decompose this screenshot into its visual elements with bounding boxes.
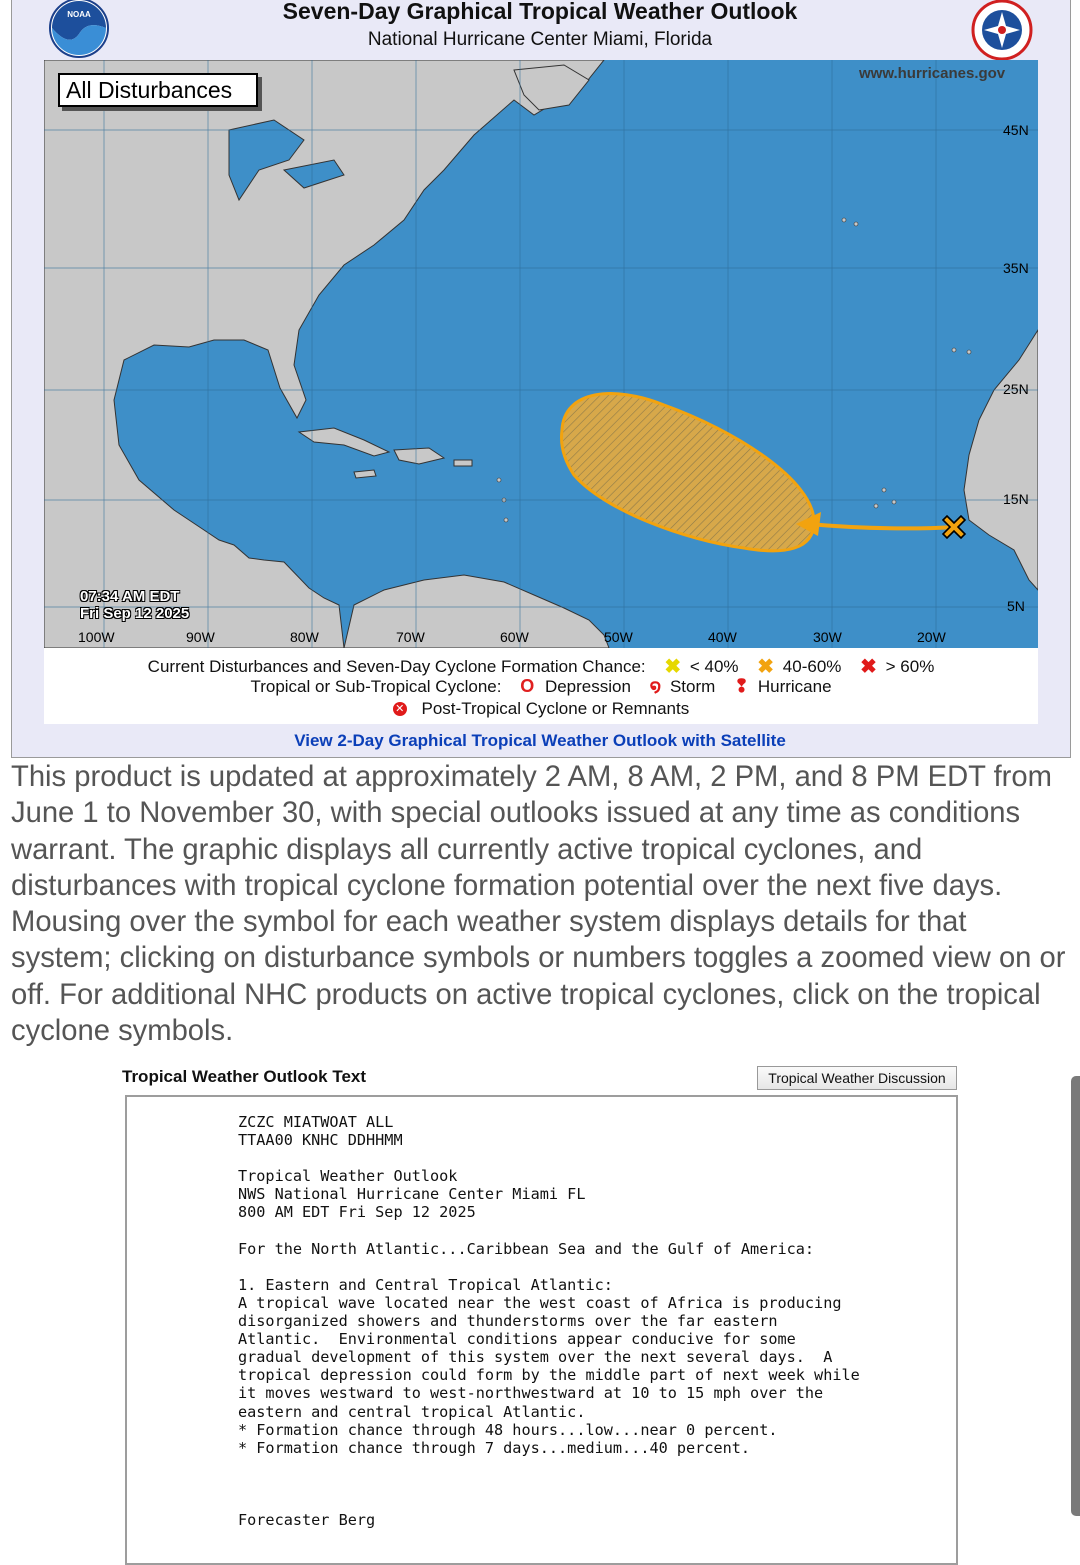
lon-label: 70W <box>396 629 425 645</box>
lat-label: 15N <box>1003 491 1029 507</box>
outlook-area <box>562 394 815 551</box>
product-description: This product is updated at approximately 2 AM, 8 AM, 2 PM, and 8 PM EDT from June 1 to November 30, with special outlooks issued at any time as conditions warrant. The graphic displays all currently active tropical cyclones, and disturbances with tropical cyclone formation potential over the next five days. Mousing over the symbol for each weather system displays details for that system; clicking on disturbance symbols or numbers toggles a zoomed view on or off. For additional NHC products on active tropical cyclones, click on the tropical cyclone symbols. <box>11 761 1066 1048</box>
lat-label: 45N <box>1003 122 1029 138</box>
jamaica-land <box>354 470 376 478</box>
map-timestamp <box>80 588 189 622</box>
map-legend <box>44 648 1038 724</box>
legend-post-tropical: Post-Tropical Cyclone or Remnants <box>421 698 690 718</box>
legend-cyclone-label: Tropical or Sub-Tropical Cyclone: <box>250 676 502 696</box>
map-canvas <box>44 60 1038 648</box>
lon-label: 30W <box>813 629 842 645</box>
legend-medium: 40-60% <box>782 656 842 676</box>
outlook-text-body: ZCZC MIATWOAT ALL TTAA00 KNHC DDHHMM Tropical Weather Outlook NWS National Hurricane Center Miami FL 800 AM EDT Fri Sep 12 2025 For the North Atlantic...Caribbean Sea and the Gulf of America: 1. Eastern and Central Tropical Atlantic: A tropical wave located near the west coast of Africa is producing disorganized showers and thunderstorms over the far eastern Atlantic. Environmental conditions appear conducive for some gradual development of this system over the next several days. A tropical depression could form by the middle part of next week while it moves westward to west-northwestward at 10 to 15 mph over the eastern and central tropical Atlantic. * Formation chance through 48 hours...low...near 0 percent. * Formation chance through 7 days...medium...40 percent. Forecaster Berg <box>238 1113 860 1530</box>
legend-high: > 60% <box>885 656 935 676</box>
orange-x-icon: ✖ <box>757 656 775 678</box>
red-x-icon: ✖ <box>860 656 877 678</box>
south-america-land <box>344 575 609 648</box>
legend-low: < 40% <box>689 656 739 676</box>
lon-label: 90W <box>186 629 215 645</box>
svg-text:NOAA: NOAA <box>67 10 91 19</box>
storm-icon: ໑ <box>649 676 662 697</box>
page-subtitle: National Hurricane Center Miami, Florida <box>367 29 713 50</box>
view-label: All Disturbances <box>66 77 233 103</box>
view-label-box <box>58 73 258 107</box>
page-scrollbar[interactable] <box>1071 1076 1080 1516</box>
legend-row-cyclone <box>44 676 1038 697</box>
legend-hurricane: Hurricane <box>757 676 832 696</box>
legend-depression: Depression <box>544 676 631 696</box>
cuba-land <box>299 428 389 456</box>
yellow-x-icon: ✖ <box>664 656 682 678</box>
tropical-weather-discussion-button[interactable]: Tropical Weather Discussion <box>757 1066 957 1090</box>
satellite-outlook-link[interactable]: View 2-Day Graphical Tropical Weather Outlook with Satellite <box>294 731 786 750</box>
outlook-text-heading: Tropical Weather Outlook Text <box>122 1067 367 1086</box>
timestamp-date: Fri Sep 12 2025 <box>80 605 190 622</box>
legend-storm: Storm <box>669 676 716 696</box>
hispaniola-land <box>394 448 444 464</box>
post-tropical-icon: ✕ <box>393 702 407 716</box>
lon-label: 40W <box>708 629 737 645</box>
lon-label: 20W <box>917 629 946 645</box>
legend-row-post-tropical <box>44 698 1038 719</box>
lat-label: 35N <box>1003 260 1029 276</box>
timestamp-time: 07:34 AM EDT <box>80 588 180 605</box>
outlook-map[interactable] <box>44 60 1038 648</box>
hurricane-icon: ❢ <box>734 676 750 697</box>
outlook-text-box[interactable] <box>125 1095 958 1565</box>
page-title: Seven-Day Graphical Tropical Weather Outlook <box>282 0 798 24</box>
track-arrow <box>808 524 956 528</box>
lon-label: 100W <box>78 629 115 645</box>
lon-label: 50W <box>604 629 633 645</box>
lon-label: 80W <box>290 629 319 645</box>
lon-label: 60W <box>500 629 529 645</box>
legend-chance-label: Current Disturbances and Seven-Day Cyclone Formation Chance: <box>147 656 646 676</box>
depression-icon: O <box>520 676 535 697</box>
site-url[interactable]: www.hurricanes.gov <box>859 65 1006 82</box>
lat-label: 5N <box>1007 598 1025 614</box>
puerto-rico-land <box>454 460 472 466</box>
lat-label: 25N <box>1003 381 1029 397</box>
africa-land <box>964 330 1038 590</box>
